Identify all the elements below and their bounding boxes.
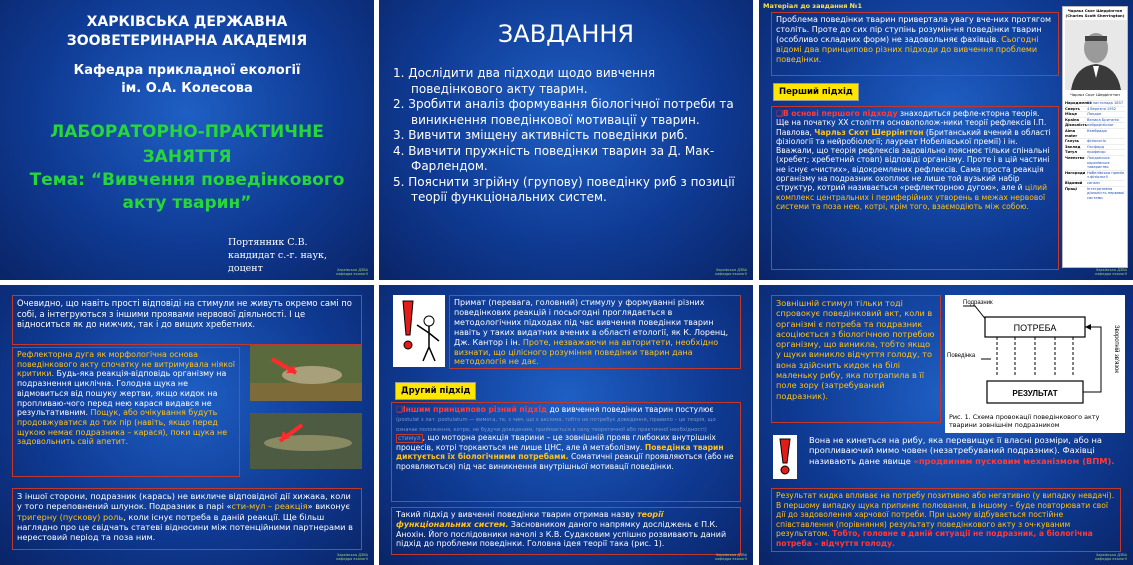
stimulus-primacy-box: Примат (перевага, головний) стимулу у формуванні різних поведінкових реакцій і посьогодні проглядається в методологічних підходах під час вивчення поведінки тварин навіть у таких видатних вчених в області етології, як К. Лоренц, Дж. Кантор і ін. Проте, незважаючи на авторитети, необхідно визнати, що цілісного розуміння поведінки тварин дана методологія не дає. [449,295,741,369]
slide-footer: Харківська ДЗВА кафедра екології [336,553,368,561]
diagram-need-label: ПОТРЕБА [1013,323,1057,333]
wiki-card-row-value[interactable]: Інтегративна діяльність нервової системи [1087,186,1125,200]
wiki-card-row [1065,180,1125,186]
wiki-card-row [1065,117,1125,123]
pike-photo-2 [250,413,362,469]
task-item: 4. Вивчити пружність поведінки тварин за Д. Мак-Фарлендом. [393,143,715,173]
wiki-card-row-value[interactable]: 4 березня 1952 [1087,106,1117,111]
author-name: Портянник С.В. [228,237,308,248]
slide-approach-2[interactable] [379,285,753,565]
slide-need-scheme[interactable] [759,285,1133,565]
reflex-arc-box: Рефлекторна дуга як морфологічна основа поведінкового акту спочатку не витримувала ніякої критики. Будь-яка реакція-відповідь організму на подразнення циклічна. Голодна щука не відмовиться від пошуку жертви, якщо кидок на пропливаю-чого перед нею карася видався не результативним. Пощук, або очікування будуть продовжуватися до тих пір (навіть, якщо перед щукою немає подразника – карася), поки щука не задовольнить свій апетит. [12,347,240,477]
wiki-card-row [1065,155,1125,170]
wiki-card-row [1065,111,1125,117]
wiki-card-row-value[interactable]: синапс [1087,180,1101,185]
wiki-card-row-value[interactable]: Оксфорд [1087,144,1105,149]
task-item: 5. Пояснити згрійну (групову) поведінку риб з позиції теорії функціональних систем. [393,174,735,204]
topic-line1: Тема: “Вивчення поведінкового [29,170,345,190]
wiki-card-row [1065,138,1125,144]
wiki-card-row-key: Відомий [1065,180,1083,185]
trigger-box: З іншої сторони, подразник (карась) не викличе відповідної дії хижака, коли у того переповнений шлунок. Подразник в парі «сти-мул – реакція» виконує тригерну (пускову) роль, коли існує потреба в даній реакції. Ще більш наглядно про це свідчать статеві відносини між потенційними партнерами в нерестовий період та поза ним. [12,488,362,550]
wiki-card-row [1065,128,1125,138]
department-line1: Кафедра прикладної екології [73,63,301,78]
wiki-card-rows [1065,100,1125,200]
task-item: 1. Дослідити два підходи щодо вивчення поведінкового акту тварин. [393,66,656,96]
wiki-card-row [1065,100,1125,106]
figure-caption: Рис. 1. Схема провокації поведінкового акту тварини зовнішнім подразником [949,413,1100,429]
topic-line2: акту тварин” [122,193,252,213]
wiki-card-row-key: Діяльність [1065,123,1087,128]
author-degree: кандидат с.-г. наук, [228,250,328,261]
wiki-card-row-key: Народження [1065,101,1092,105]
lab-title-line1: ЛАБОРАТОРНО-ПРАКТИЧНЕ [50,122,324,142]
diagram-feedback-label: Зворотній зв'язок [1113,325,1119,374]
wiki-card-row-value[interactable]: 27 листопада 1857 [1087,101,1124,105]
second-approach-text: ❑Іншим принципово різний підхід до вивчення поведінки тварин постулює (postulat з лат. postulatum — вимога, те, з чим, що є аксіома, тобто не потребує доведення, правило – це теорія, що означає положення, котре, не будучи доведеним, приймається в силу теоретичної або практичної необхідності) стимул , що моторна реакція тварини – це зовнішній прояв глибоких внутрішніх процесів, котрі торкаються не лише ЦНС, але й метаболізму. Поведінка тварин диктується їх біологічними потребами. Соматичні реакції проявляються (або не проявляються) під час виникнення внутрішньої мотивації поведінки. [391,402,741,502]
wiki-card-row-key: Alma mater [1065,128,1078,138]
author-block [228,236,327,275]
wiki-card-row-value[interactable]: Велика Британія [1087,117,1119,122]
wiki-card-row-value[interactable]: професор [1087,150,1106,155]
lab-title-line2: ЗАНЯТТЯ [142,147,232,167]
second-approach-tag: Другий підхід [395,382,476,400]
result-feedback-box: Результат кидка впливає на потребу позитивно або негативно (у випадку невдачі). В першому випадку щука припиняє полювання, в іншому – буде повторювати свої дії до задоволення харчової потреби. При цьому відбувається постійне співставлення (порівняння) результату поведінкового акту з оч-куваним результатом. Тобто, головне в даній ситуації не подразник, а біологічна потреба – відчуття голоду. [771,488,1121,552]
wiki-card-row [1065,170,1125,180]
intro-box: Очевидно, що навіть прості відповіді на стимули не живуть окремо самі по собі, а інтегруються з іншими проявами нервової діяльності. І це відноситься як до нижчих, так і до вищих хребетних. [12,295,362,345]
wiki-card-row-key: Смерть [1065,106,1080,111]
wiki-card-row-key: Праці [1065,186,1077,191]
exclamation-figure-icon [393,295,445,367]
university-name-line1: ХАРКІВСЬКА ДЕРЖАВНА [86,14,288,30]
tasks-title: ЗАВДАННЯ [497,20,635,48]
wiki-card-row-value[interactable]: фізіологія [1087,139,1106,144]
pike-photo-1 [250,345,362,401]
wiki-card-row [1065,106,1125,112]
functional-systems-box: Такий підхід у вивченні поведінки тварин отримав назву теорії функціональних систем. Засновником даного напрямку досліджень є П.К. Анохін. Його послідовники начолі з К.В. Судаковим успішно розвивають даний підхід до проблеми поведінки. Головна ідея теорії така (рис. 1). [391,507,741,555]
portrait-caption: Чарльз Скот Шеррінгтон [1070,92,1120,97]
diagram-stimulus-label: Подразник [963,300,993,306]
slide-footer: Харківська ДЗВА кафедра екології [715,553,747,561]
slide-footer: Харківська ДЗВА кафедра екології [715,268,747,276]
slide-title[interactable] [0,0,374,280]
task-item: 3. Вивчити зміщену активність поведінки риб. [393,128,688,142]
university-name-line2: ЗООВЕТЕРИНАРНА АКАДЕМІЯ [66,33,308,49]
wiki-card-row [1065,149,1125,155]
slide-tasks[interactable] [379,0,753,280]
wiki-card-row-value[interactable]: Нобелівська премія з фізіології [1087,170,1125,180]
diagram-behavior-label: Поведінка [947,353,976,359]
tasks-list [393,66,745,206]
stimulus-need-box: Зовнішній стимул тільки тоді спровокує поведінковий акт, коли в організмі є потреба та подразник асоціюється з біологічною потребою організму, що виникла, тобто якщо у щуки виникло відчуття голоду, то вона здійснить кидок на білі маленьку рибу, яка потрапила в її поле зору (затребуваний подразник). [771,295,941,423]
wiki-card-row-key: Місце [1065,112,1078,117]
scheme-panel [945,295,1125,433]
slide-footer: Харківська ДЗВА кафедра екології [1095,268,1127,276]
wiki-card-row-key: Галузь [1065,139,1080,144]
wiki-card-row [1065,122,1125,128]
department-line2: ім. О.А. Колесова [121,81,253,96]
wiki-card-row-key: Титул [1065,150,1078,155]
wiki-card-row-value[interactable]: нейрофізіолог [1087,123,1114,128]
intro-box: Проблема поведінки тварин привертала увагу вче-них протягом століть. Проте до сих пір ступінь розумін-ня поведінки тварин (особливо складних форм) не задовольняє фахівців. Сьогодні відомі два принципово різних підходи до вивчення проблеми поведінки. [771,12,1059,76]
slide-footer: Харківська ДЗВА кафедра екології [1095,553,1127,561]
wiki-card-row [1065,144,1125,150]
first-approach-text: ❑В основі першого підходу знаходиться рефле-кторна теорія. Ще на початку XX століття основополож-ники теорії рефлексів І.П. Павлова, Чарльз Скот Шеррінгтон (Британський вчений в області фізіології та нейробіології; лауреат Нобелівської премії) і ін. Вважали, що теорія рефлексів задовільно пояснює тільки спінальні (хребет; хребетний стовп) відповіді організму. Проте і в цій частині не існує «чистих», відокремлених рефлексів. Сама проста реакція організму на подразник охоплює не лише той вузький набір структур, котрий називається «рефлекторною дугою», але й цілий комплекс центральних і периферійних утворень в межах нервової системи та поза нею, котрі, крім того, взаємодіють між собою. [771,106,1059,270]
unrequested-stimulus-text: Вона не кинеться на рибу, яка перевищує її власні розміри, або на пропливаючий мимо човен (незатребуваний подразник). Фахівці називають дане явище «продвиним пусковим механізмом (ВПМ). [809,435,1115,466]
portrait-image [1065,20,1127,90]
slide-approach-1[interactable] [759,0,1133,280]
wiki-card-title: Чарльз Скот Шеррінгтон (Charles Scott Sherrington) [1065,8,1125,18]
diagram-result-label: РЕЗУЛЬТАТ [1012,389,1058,398]
first-approach-tag: Перший підхід [773,83,859,101]
wiki-card-row-value[interactable]: Кембридж [1087,128,1108,133]
wiki-card-row-key: Країна [1065,117,1080,122]
task-item: 2. Зробити аналіз формування біологічної потреби та виникнення поведінкової мотивації у тварин. [393,97,734,127]
exclamation-mark-icon [773,435,797,479]
wiki-card-row-key: Нагороди [1065,170,1086,175]
wiki-card-row-key: Членство [1065,155,1085,160]
slide-footer: Харківська ДЗВА кафедра екології [336,268,368,276]
wiki-card-row [1065,186,1125,201]
behavior-scheme-diagram [945,295,1125,413]
wiki-card-row-value[interactable]: Лондонське королівське товариство [1087,155,1110,170]
wiki-card-row-value[interactable]: Лондон [1087,112,1102,117]
wiki-card [1062,6,1128,268]
material-header: Матеріал до завдання №1 [763,2,862,10]
slide-reflex-critique[interactable] [0,285,374,565]
wiki-card-row-key: Заклад [1065,144,1081,149]
author-title: доцент [228,263,263,274]
